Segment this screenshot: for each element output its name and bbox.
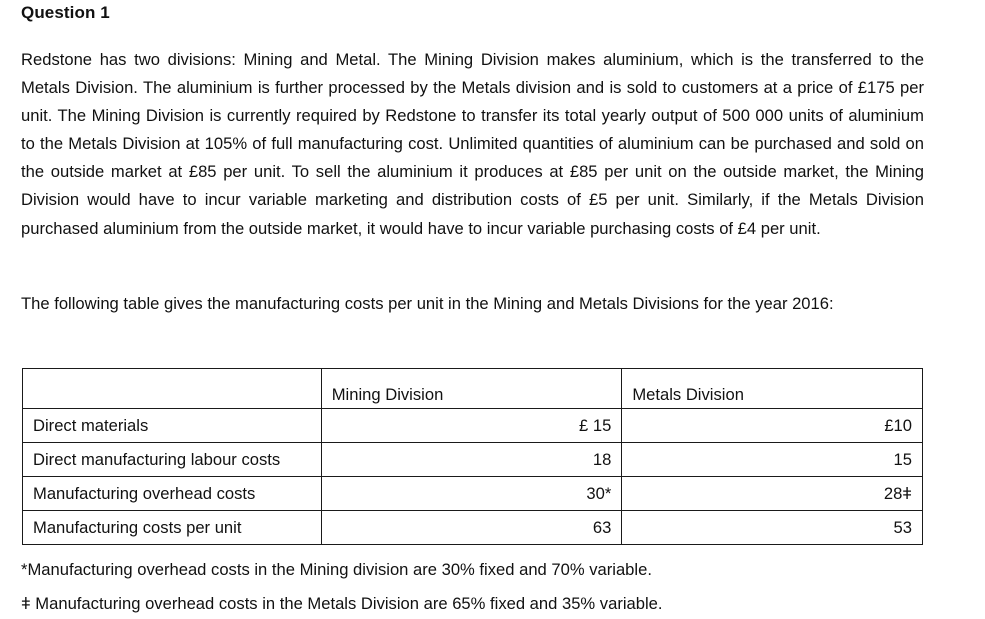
footnote-mining-overhead: *Manufacturing overhead costs in the Mining division are 30% fixed and 70% variable. [21,560,652,579]
table-row [23,443,923,477]
mining-value: 18 [321,443,622,477]
table-intro-paragraph: The following table gives the manufacturing costs per unit in the Mining and Metals Divisions for the year 2016: [21,294,834,313]
row-label: Direct materials [23,409,322,443]
row-label: Manufacturing costs per unit [23,511,322,545]
mining-value: 63 [321,511,622,545]
mining-value: £ 15 [321,409,622,443]
footnote-metals-overhead: ǂ Manufacturing overhead costs in the Metals Division are 65% fixed and 35% variable. [21,594,663,613]
table-header-row [23,369,923,409]
manufacturing-costs-table [22,368,923,545]
metals-value: £10 [622,409,923,443]
header-cell-blank [23,369,322,409]
metals-value: 53 [622,511,923,545]
question-title: Question 1 [21,3,110,22]
metals-value: 15 [622,443,923,477]
header-cell-metals-division: Metals Division [622,369,923,409]
row-label: Manufacturing overhead costs [23,477,322,511]
table-row [23,409,923,443]
header-cell-mining-division: Mining Division [321,369,622,409]
row-label: Direct manufacturing labour costs [23,443,322,477]
table-row [23,511,923,545]
table-row [23,477,923,511]
metals-value: 28ǂ [622,477,923,511]
mining-value: 30* [321,477,622,511]
scenario-paragraph: Redstone has two divisions: Mining and Metal. The Mining Division makes aluminium, which is the transferred to the Metals Division. The aluminium is further processed by the Metals division and is sold to customers at a price of £175 per unit. The Mining Division is currently required by Redstone to transfer its total yearly output of 500 000 units of aluminium to the Metals Division at 105% of full manufacturing cost. Unlimited quantities of aluminium can be purchased and sold on the outside market at £85 per unit. To sell the aluminium it produces at £85 per unit on the outside market, the Mining Division would have to incur variable marketing and distribution costs of £5 per unit. Similarly, if the Metals Division purchased aluminium from the outside market, it would have to incur variable purchasing costs of £4 per unit. [21,50,924,238]
